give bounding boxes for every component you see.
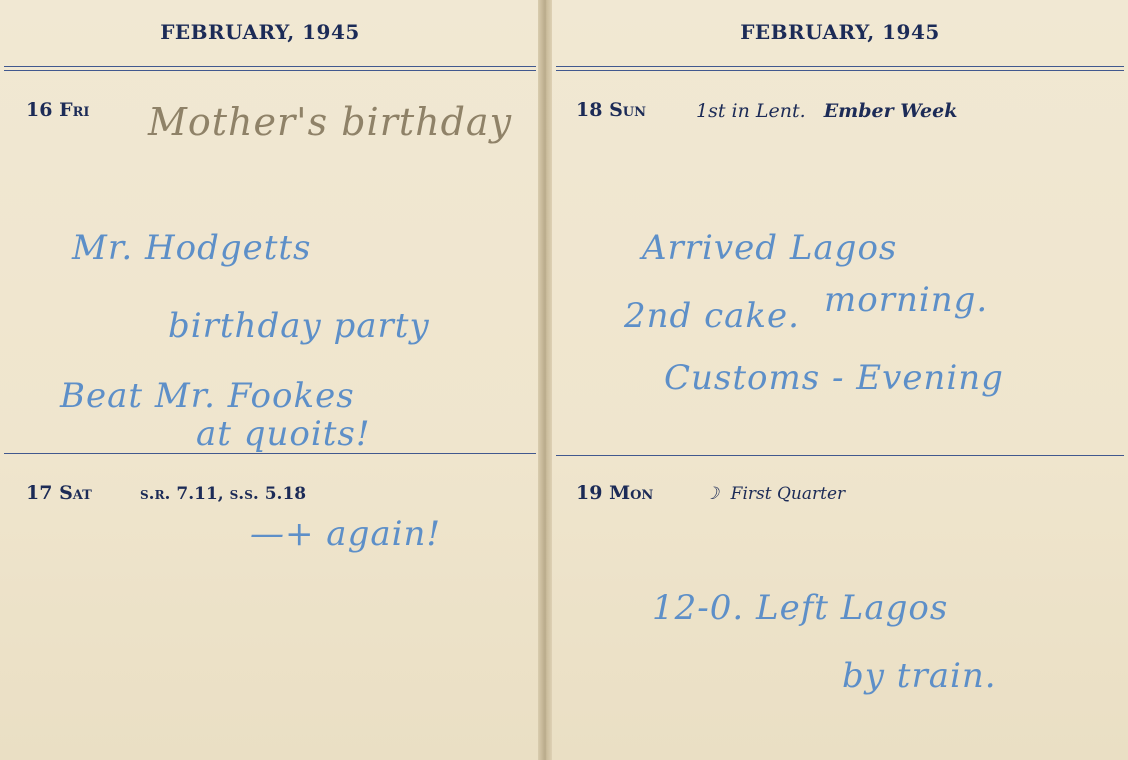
day-16-number: 16 (26, 99, 53, 121)
header-rule (556, 66, 1124, 71)
handwriting-customs-evening: Customs - Evening (664, 358, 1004, 398)
ember-week: Ember Week (823, 100, 958, 122)
lent-note (696, 100, 957, 122)
handwriting-by-train: by train. (842, 656, 997, 696)
day-16-name: Fri (59, 99, 90, 121)
day-16-label (26, 99, 89, 121)
first-quarter: First Quarter (730, 484, 846, 504)
handwriting-at-quoits: at quoits! (196, 414, 371, 454)
moon-phase-note (704, 484, 845, 504)
handwriting-mothers-birthday: Mother's birthday (148, 100, 513, 144)
handwriting-beat-mr-fookes: Beat Mr. Fookes (60, 376, 355, 416)
handwriting-2nd-cake: 2nd cake. (624, 296, 800, 336)
handwriting-again: —+ again! (250, 514, 442, 554)
day-divider-rule (556, 455, 1124, 456)
moon-icon: ☽ (704, 484, 720, 504)
day-18-number: 18 (576, 99, 603, 121)
day-divider-rule (4, 453, 536, 454)
day-18-name: Sun (609, 99, 647, 121)
handwriting-birthday-party: birthday party (168, 306, 430, 346)
right-diary-page (552, 0, 1128, 760)
sunrise-sunset-note: s.r. 7.11, s.s. 5.18 (140, 484, 307, 504)
handwriting-arrived-lagos: Arrived Lagos (642, 228, 898, 268)
handwriting-left-lagos: 12-0. Left Lagos (652, 588, 949, 628)
day-17-number: 17 (26, 482, 53, 504)
day-19-label (576, 482, 653, 504)
right-month-header: FEBRUARY, 1945 (740, 20, 940, 44)
first-in-lent: 1st in Lent. (696, 100, 806, 122)
day-17-label (26, 482, 92, 504)
header-rule (4, 66, 536, 71)
handwriting-morning: morning. (824, 280, 989, 320)
left-month-header: FEBRUARY, 1945 (160, 20, 360, 44)
day-19-number: 19 (576, 482, 603, 504)
day-18-label (576, 99, 646, 121)
handwriting-mr-hodgetts: Mr. Hodgetts (72, 228, 312, 268)
left-diary-page (0, 0, 540, 760)
day-17-name: Sat (59, 482, 92, 504)
day-19-name: Mon (609, 482, 654, 504)
